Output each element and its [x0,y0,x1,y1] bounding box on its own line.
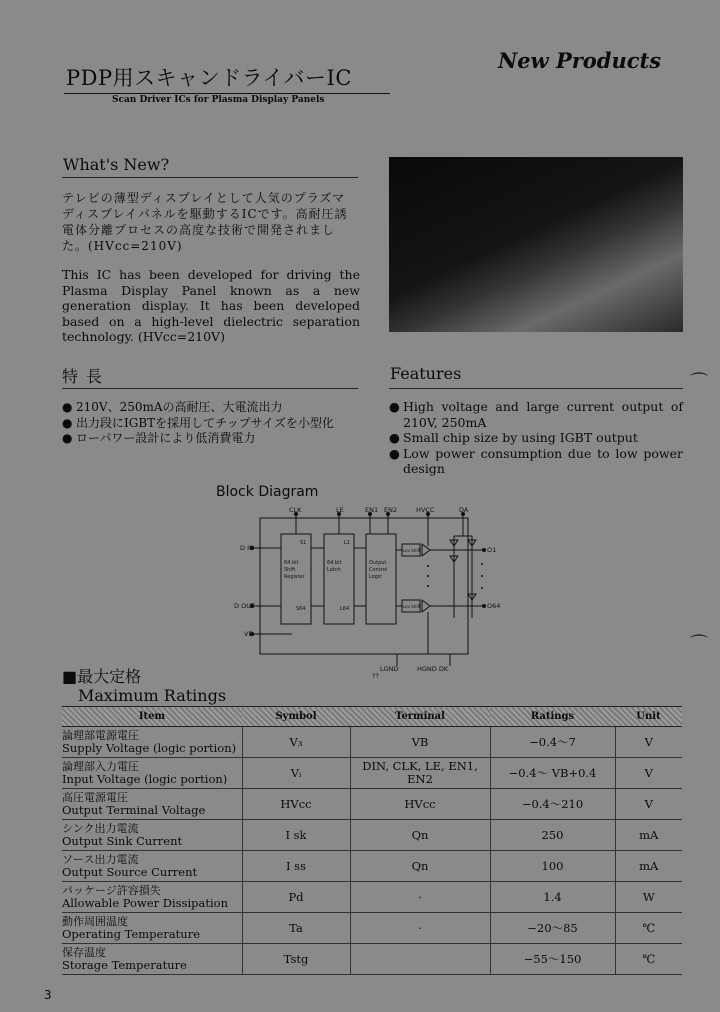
unit-cell: V [615,758,682,789]
pin-label: HGND DK [417,665,449,673]
block-label: L1 [344,540,350,546]
section-rule [62,177,358,178]
block-label: Latch [327,567,341,573]
item-en: Output Terminal Voltage [62,803,206,817]
unit-cell: mA [615,851,682,882]
item-cell [62,820,242,851]
item-jp: 保存温度 [62,946,106,959]
item-en: Allowable Power Dissipation [62,896,229,910]
item-en: Operating Temperature [62,927,201,941]
item-en: Input Voltage (logic portion) [62,772,228,786]
page-title: PDP用スキャンドライバーIC [66,66,352,90]
block-diagram-title: Block Diagram [216,484,319,500]
pin-label: HVCC [416,506,435,514]
table-row [62,944,682,975]
unit-cell: V [615,789,682,820]
table-row [62,882,682,913]
terminal-cell: Qn [350,820,490,851]
feature-item: ● Small chip size by using IGBT output [389,430,683,446]
item-en: Supply Voltage (logic portion) [62,741,237,755]
item-jp: 論理部入力電圧 [62,760,139,773]
terminal-cell: Qn [350,851,490,882]
terminal-cell: DIN, CLK, LE, EN1, EN2 [350,758,490,789]
symbol-cell: Ta [242,913,350,944]
block-label: L64 [340,606,350,612]
whats-new-jp-text: テレビの薄型ディスプレイとして人気のプラズマディスプレイパネルを駆動するICです。高耐圧誘電体分離プロセスの高度な技術で開発されました。(HVcc=210V) [62,191,348,253]
block-diagram [232,506,502,688]
binding-mark: ⌒ [690,634,708,655]
rating-cell: −55～150 [490,944,615,975]
symbol-cell: V₃ [242,727,350,758]
block-label: S1 [300,540,307,546]
symbol-cell: Pd [242,882,350,913]
new-products-badge: New Products [498,48,662,73]
terminal-cell [350,944,490,975]
item-en: Storage Temperature [62,958,187,972]
features-en-heading: Features [390,364,462,383]
pin-label: LE [336,506,344,514]
latch-block [324,534,354,624]
item-jp: シンク出力電流 [62,822,139,835]
rating-cell: −0.4～210 [490,789,615,820]
item-en: Output Source Current [62,865,198,879]
item-cell [62,758,242,789]
item-cell [62,882,242,913]
item-jp: 動作周囲温度 [62,915,128,928]
item-jp: 論理部電源電圧 [62,729,139,742]
symbol-cell: Tstg [242,944,350,975]
terminal-cell: · [350,882,490,913]
unit-cell: ℃ [615,944,682,975]
whats-new-heading: What's New? [63,155,170,174]
column-header: Symbol [242,707,350,727]
item-cell [62,913,242,944]
rating-cell: 100 [490,851,615,882]
rating-cell: −0.4～7 [490,727,615,758]
diagram-note: ?? [372,672,379,680]
column-header: Ratings [490,707,615,727]
max-ratings-en-heading: Maximum Ratings [78,686,227,705]
product-photo [389,157,683,332]
item-cell [62,851,242,882]
features-en-list [389,399,683,477]
column-header: Item [62,707,242,727]
max-ratings-jp-heading: ■最大定格 [62,667,142,686]
table-row [62,758,682,789]
block-label: Register [284,574,305,580]
block-label: 64 bit [327,560,342,566]
block-label: 64 bit [284,560,299,566]
symbol-cell: I sk [242,820,350,851]
item-jp: パッケージ許容損失 [62,884,161,897]
block-label: Lev Shift [403,548,421,553]
section-rule [62,388,358,389]
table-row [62,727,682,758]
item-en: Output Sink Current [62,834,183,848]
terminal-cell: · [350,913,490,944]
page-subtitle: Scan Driver ICs for Plasma Display Panels [112,95,325,105]
block-label: Output [369,560,387,566]
terminal-cell: VB [350,727,490,758]
max-ratings-table [62,706,682,975]
pin-label: D IN [240,544,254,552]
title-rule [64,93,390,94]
feature-item: ● High voltage and large current output of 210V, 250mA [389,399,683,430]
block-label: S64 [296,606,306,612]
rating-cell: 1.4 [490,882,615,913]
section-rule [389,388,683,389]
table-row [62,820,682,851]
pin-label: DA [459,506,469,514]
unit-cell: mA [615,820,682,851]
item-cell [62,944,242,975]
pin-label: EN2 [384,506,398,514]
block-label: Control [369,567,388,573]
feature-item: ● 出力段にIGBTを採用してチップサイズを小型化 [62,416,358,432]
rating-cell: −0.4～ VB+0.4 [490,758,615,789]
symbol-cell: I ss [242,851,350,882]
block-label: Logic [369,574,383,580]
binding-mark: ⌒ [690,372,708,393]
table-row [62,789,682,820]
block-label: Shift [284,567,296,573]
feature-item: ● Low power consumption due to low power design [389,446,683,477]
table-header-row [62,707,682,727]
rating-cell: 250 [490,820,615,851]
item-jp: ソース出力電流 [62,853,139,866]
unit-cell: ℃ [615,913,682,944]
item-jp: 高圧電源電圧 [62,791,128,804]
pin-label: VB [244,630,253,638]
unit-cell: V [615,727,682,758]
block-label: Lev Shift [403,604,421,609]
item-cell [62,789,242,820]
pin-label: O64 [487,602,501,610]
pin-label: LGND [380,665,399,673]
feature-item: ● 210V、250mAの高耐圧、大電流出力 [62,400,358,416]
page-number: 3 [44,988,52,1002]
table-row [62,913,682,944]
feature-item: ● ローパワー設計により低消費電力 [62,431,358,447]
pin-label: D OUT [234,602,255,610]
item-cell [62,727,242,758]
table-row [62,851,682,882]
column-header: Terminal [350,707,490,727]
unit-cell: W [615,882,682,913]
symbol-cell: HVcc [242,789,350,820]
pin-label: CLK [289,506,302,514]
pin-label: EN1 [365,506,379,514]
features-jp-heading: 特長 [62,367,111,386]
column-header: Unit [615,707,682,727]
pin-label: O1 [487,546,497,554]
terminal-cell: HVcc [350,789,490,820]
whats-new-en-text: This IC has been developed for driving the Plasma Display Panel known as a new generation display. It has been developed based on a high-level dielectric separation technology. (HVcc=210V) [62,267,360,345]
features-jp-list [62,400,358,447]
rating-cell: −20～85 [490,913,615,944]
symbol-cell: Vᵢ [242,758,350,789]
